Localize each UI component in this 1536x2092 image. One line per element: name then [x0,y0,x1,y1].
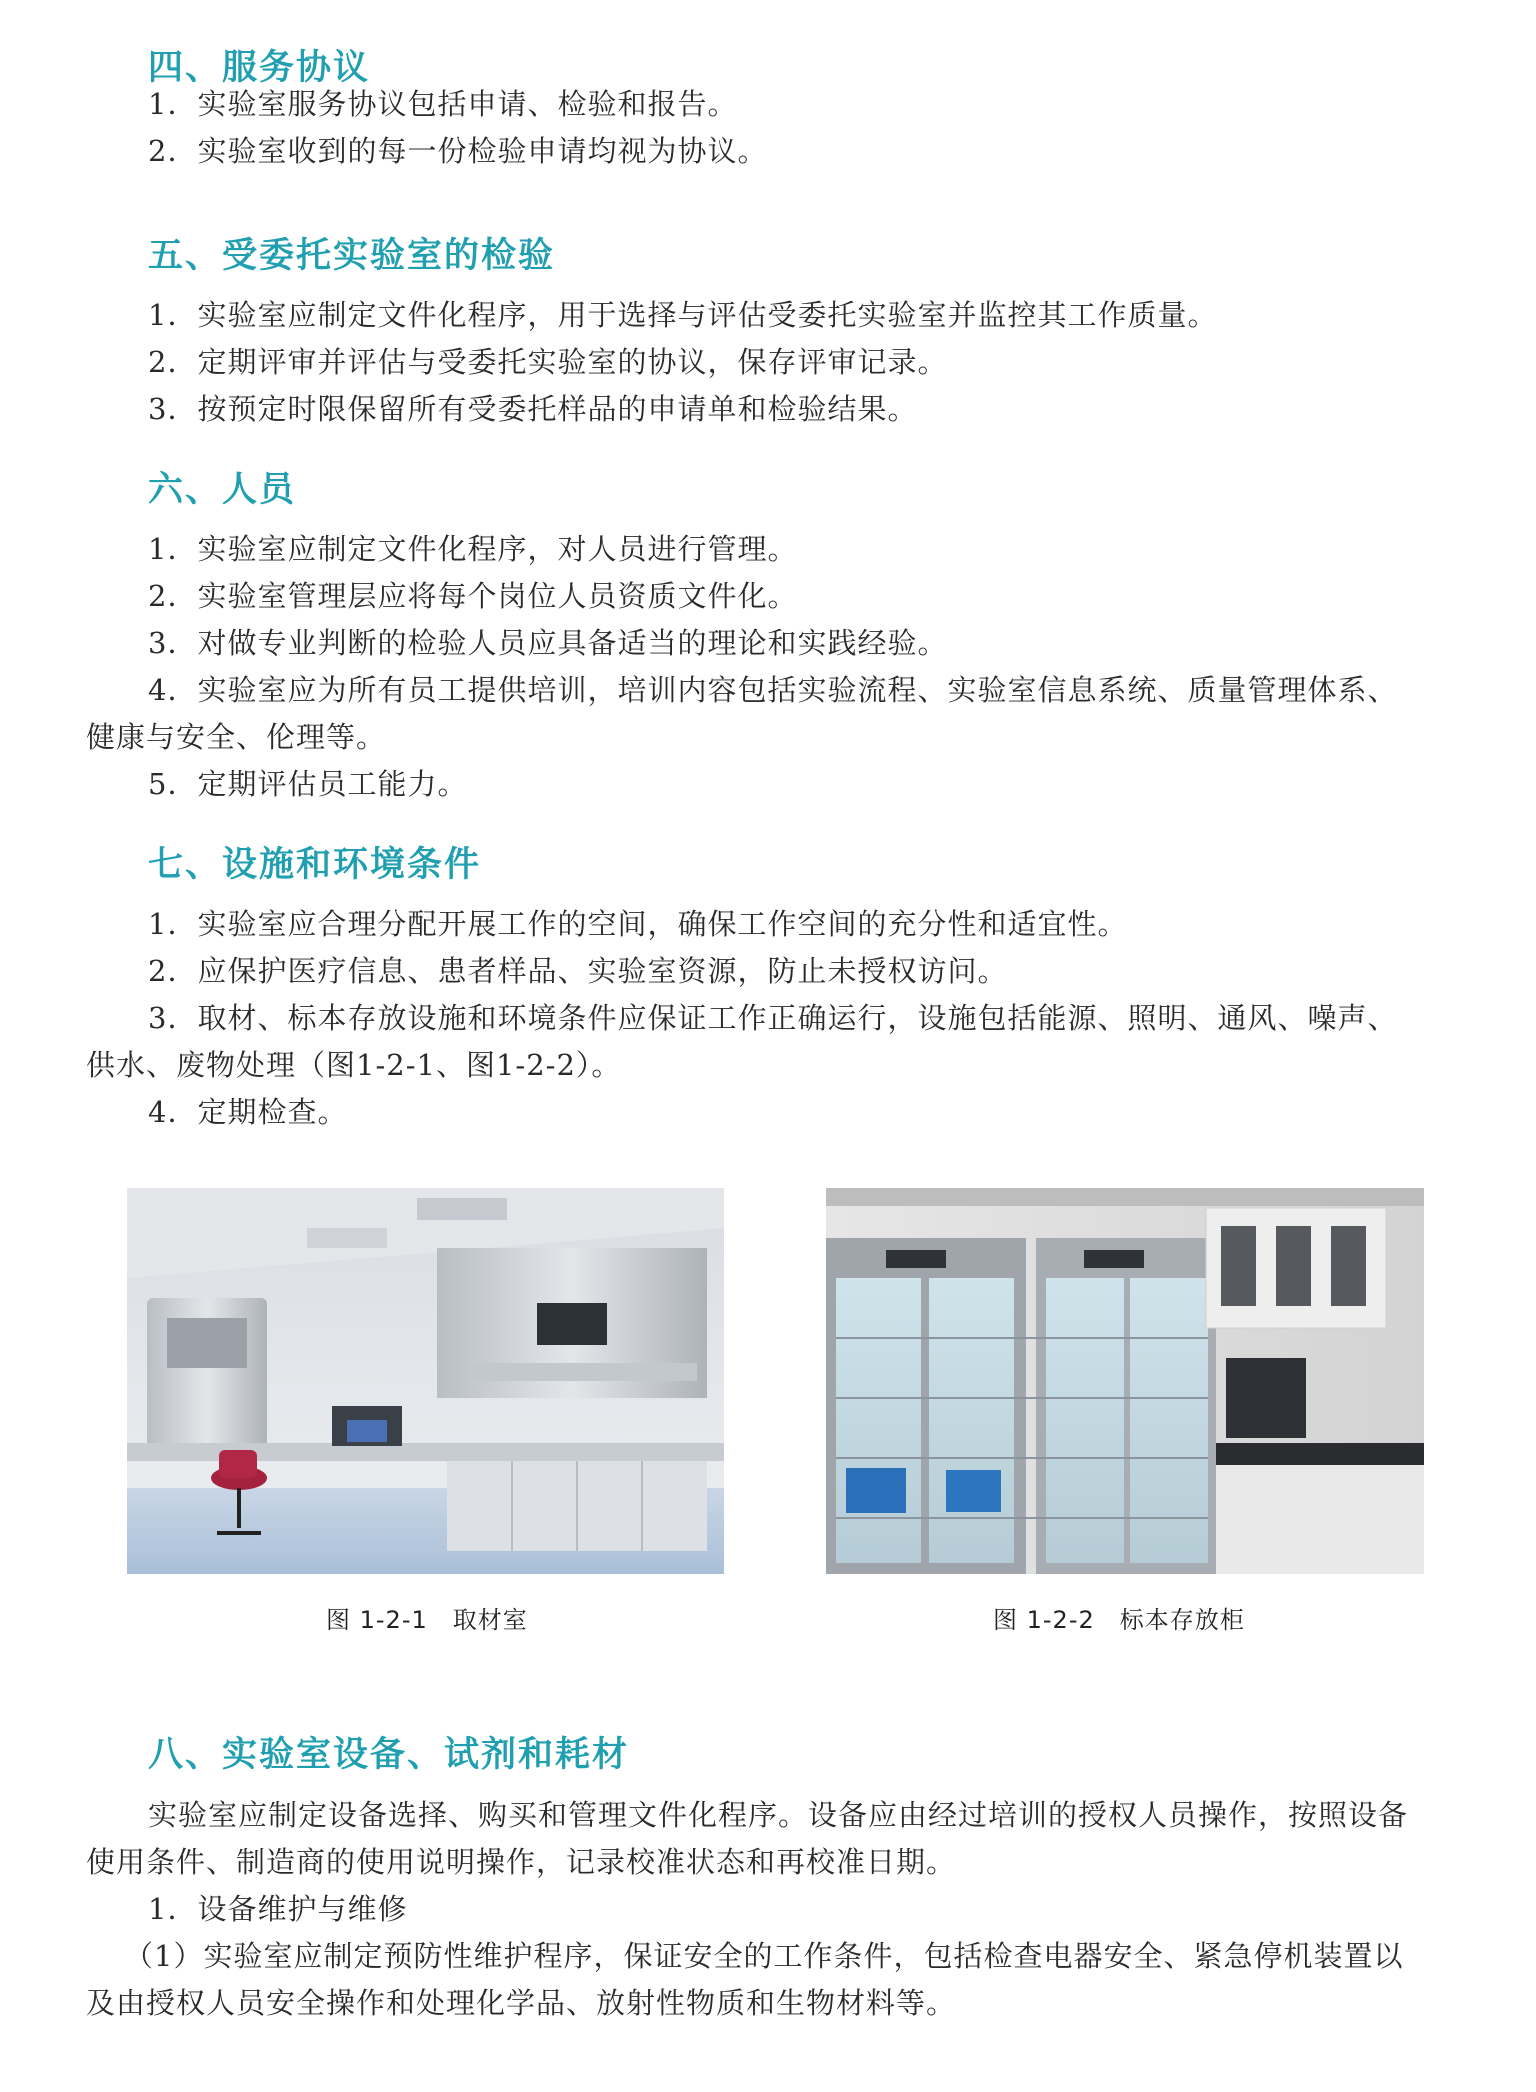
paragraph-line: 1．实验室服务协议包括申请、检验和报告。 [148,87,738,121]
section-heading-service-agreement: 四、服务协议 [148,48,371,88]
section-heading-facilities: 七、设施和环境条件 [148,845,482,885]
paragraph-line: 实验室应制定设备选择、购买和管理文件化程序。设备应由经过培训的授权人员操作，按照设备 [148,1798,1409,1832]
paragraph-line: 3．取材、标本存放设施和环境条件应保证工作正确运行，设施包括能源、照明、通风、噪声、 [148,1001,1398,1035]
paragraph-line: 1．实验室应合理分配开展工作的空间，确保工作空间的充分性和适宜性。 [148,907,1128,941]
paragraph-line: 4．定期检查。 [148,1095,348,1129]
paragraph-line: 2．定期评审并评估与受委托实验室的协议，保存评审记录。 [148,345,948,379]
figure-sampling-room-photo [127,1188,724,1574]
figure-caption: 图 1-2-1 取材室 [326,1606,528,1634]
paragraph-line: 1．实验室应制定文件化程序，对人员进行管理。 [148,532,798,566]
figure-storage-cabinet-photo [826,1188,1424,1574]
paragraph-line: 供水、废物处理（图1-2-1、图1-2-2）。 [86,1048,622,1082]
paragraph-line: 4．实验室应为所有员工提供培训，培训内容包括实验流程、实验室信息系统、质量管理体系、 [148,673,1398,707]
paragraph-line: 健康与安全、伦理等。 [86,720,387,754]
section-heading-referral-lab: 五、受委托实验室的检验 [148,236,556,276]
paragraph-line: 及由授权人员安全操作和处理化学品、放射性物质和生物材料等。 [86,1986,957,2020]
paragraph-line: 5．定期评估员工能力。 [148,767,468,801]
paragraph-line: 1．实验室应制定文件化程序，用于选择与评估受委托实验室并监控其工作质量。 [148,298,1218,332]
paragraph-line: 3．对做专业判断的检验人员应具备适当的理论和实践经验。 [148,626,948,660]
paragraph-line: （1）实验室应制定预防性维护程序，保证安全的工作条件，包括检查电器安全、紧急停机装置以 [124,1939,1404,1973]
paragraph-line: 2．应保护医疗信息、患者样品、实验室资源，防止未授权访问。 [148,954,1008,988]
section-heading-equipment: 八、实验室设备、试剂和耗材 [148,1735,630,1775]
section-heading-personnel: 六、人员 [148,470,297,510]
paragraph-line: 3．按预定时限保留所有受委托样品的申请单和检验结果。 [148,392,918,426]
paragraph-line: 2．实验室管理层应将每个岗位人员资质文件化。 [148,579,798,613]
paragraph-line: 1．设备维护与维修 [148,1892,408,1926]
figure-caption: 图 1-2-2 标本存放柜 [993,1606,1245,1634]
paragraph-line: 2．实验室收到的每一份检验申请均视为协议。 [148,134,768,168]
paragraph-line: 使用条件、制造商的使用说明操作，记录校准状态和再校准日期。 [86,1845,957,1879]
